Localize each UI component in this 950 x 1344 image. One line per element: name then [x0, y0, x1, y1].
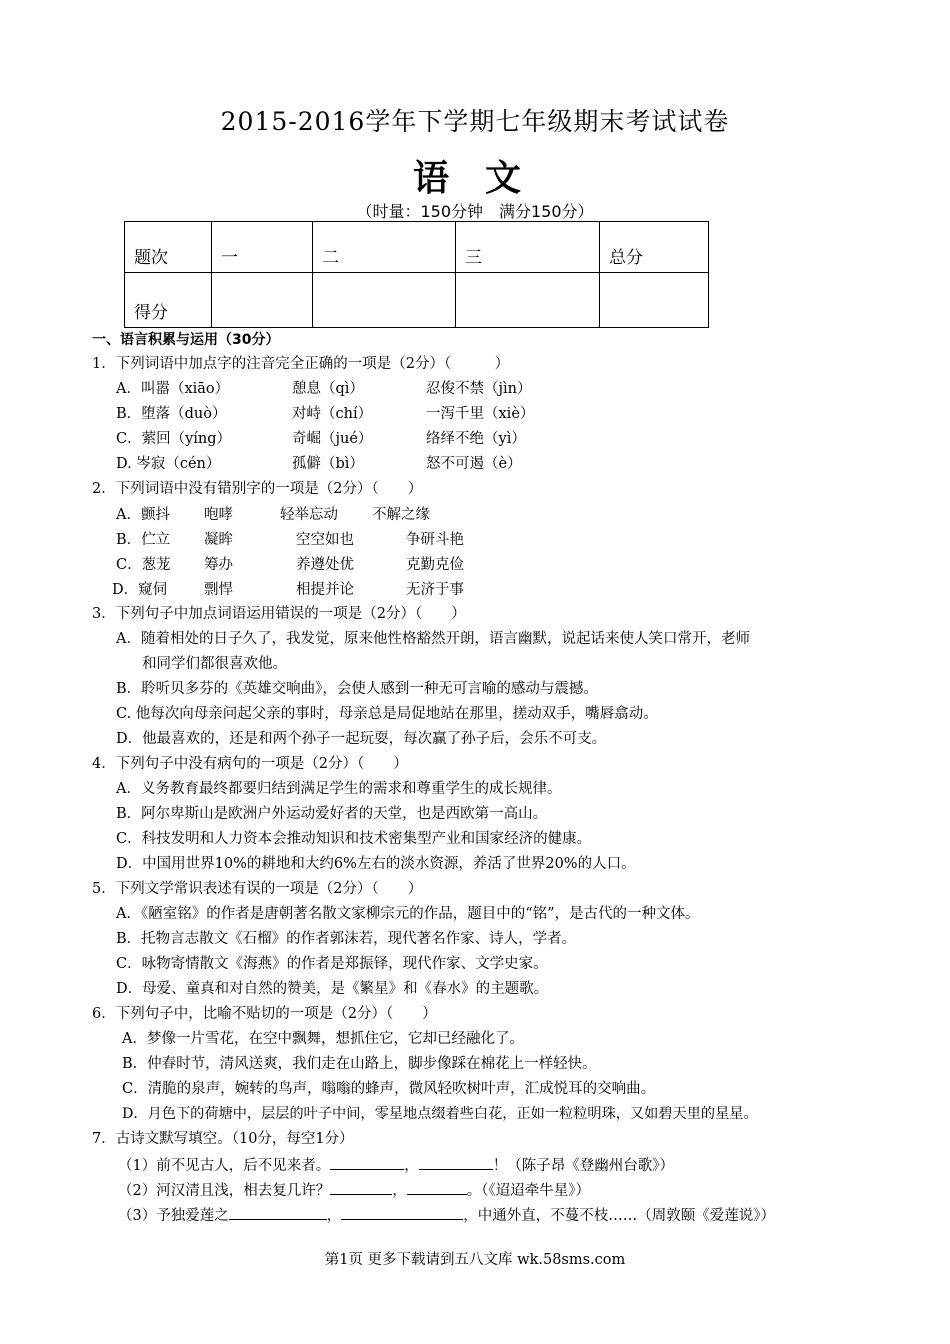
- q7-line-2: （2）河汉清且浅，相去复几许？ ， 。（《迢迢牵牛星》）: [118, 1180, 590, 1200]
- q7-blank-2[interactable]: [419, 1155, 493, 1170]
- score-cell-total[interactable]: [600, 273, 709, 328]
- q6-stem: 6．下列句子中，比喻不贴切的一项是（2分）（ ）: [92, 1006, 437, 1022]
- q6-option-d: D．月色下的荷塘中，层层的叶子中间，零星地点缀着些白花，正如一粒粒明珠，又如碧天里的星星。: [122, 1106, 758, 1122]
- q7-blank-4[interactable]: [407, 1180, 467, 1195]
- q2-stem: 2．下列词语中没有错别字的一项是（2分）（ ）: [92, 481, 423, 497]
- score-cell-2[interactable]: [313, 273, 456, 328]
- q6-option-c: C．清脆的泉声，婉转的鸟声，嗡嗡的蜂声，微风轻吹树叶声，汇成悦耳的交响曲。: [122, 1081, 656, 1097]
- score-cell-1[interactable]: [212, 273, 313, 328]
- q7-blank-1[interactable]: [330, 1155, 404, 1170]
- q1-option-b: B．堕落（duò） 对峙（chí） 一泻千里（xiè）: [116, 406, 535, 422]
- q4-option-c: C．科技发明和人力资本会推动知识和技术密集型产业和国家经济的健康。: [116, 831, 592, 847]
- score-header-total: 总分: [609, 248, 643, 268]
- score-header-3: 三: [465, 248, 482, 268]
- q1-option-a: A．叫嚣（xiāo） 憩息（qì） 忍俊不禁（jìn）: [116, 381, 532, 397]
- q4-option-d: D．中国用世界10%的耕地和大约6%左右的淡水资源，养活了世界20%的人口。: [116, 856, 636, 872]
- q5-stem: 5．下列文学常识表述有误的一项是（2分）（ ）: [92, 881, 423, 897]
- q2-option-c: C．葱茏 筹办 养遵处优 克勤克俭: [116, 557, 464, 573]
- q3-option-c: C. 他每次向母亲问起父亲的事时，母亲总是局促地站在那里，搓动双手，嘴唇翕动。: [116, 706, 658, 722]
- q5-option-d: D．母爱、童真和对自然的赞美，是《繁星》和《春水》的主题歌。: [116, 981, 549, 997]
- q2-option-b: B．伫立 凝眸 空空如也 争研斗艳: [116, 532, 464, 548]
- q3-option-a: A．随着相处的日子久了，我发觉，原来他性格豁然开朗，语言幽默，说起话来使人笑口常开，老师: [116, 631, 750, 647]
- score-table: [124, 221, 709, 328]
- q3-option-d: D．他最喜欢的，还是和两个孙子一起玩耍，每次赢了孙子后，会乐不可支。: [116, 731, 607, 747]
- q2-option-a: A．颤抖 咆哮 轻举忘动 不解之缘: [116, 507, 430, 523]
- q3-option-b: B．聆听贝多芬的《英雄交响曲》，会使人感到一种无可言喻的感动与震撼。: [116, 681, 598, 697]
- q1-option-d: D. 岑寂（cén） 孤僻（bì） 怒不可遏（è）: [116, 456, 522, 472]
- score-header-1: 一: [221, 248, 238, 268]
- q6-option-b: B．仲春时节，清风送爽，我们走在山路上，脚步像踩在棉花上一样轻快。: [122, 1056, 597, 1072]
- q7-stem: 7．古诗文默写填空。（10分，每空1分）: [92, 1131, 354, 1147]
- score-header-label: 题次: [134, 248, 168, 268]
- q7-line-1: （1）前不见古人，后不见来者。 ， ！（陈子昂《登幽州台歌》）: [118, 1155, 674, 1175]
- score-cell-3[interactable]: [456, 273, 600, 328]
- q7-blank-3[interactable]: [330, 1180, 392, 1195]
- q2-option-d: D．窥伺 剽悍 相提并论 无济于事: [112, 582, 464, 598]
- q5-option-c: C．咏物寄情散文《海燕》的作者是郑振铎，现代作家、文学史家。: [116, 956, 548, 972]
- q1-stem: 1．下列词语中加点字的注音完全正确的一项是（2分）（ ）: [92, 356, 510, 372]
- score-header-2: 二: [322, 248, 339, 268]
- q4-stem: 4．下列句子中没有病句的一项是（2分）（ ）: [92, 756, 408, 772]
- q7-line-3: （3）予独爱莲之 ， ，中通外直，不蔓不枝……（周敦颐《爱莲说》）: [118, 1205, 775, 1225]
- q5-option-b: B．托物言志散文《石榴》的作者郭沫若，现代著名作家、诗人，学者。: [116, 931, 577, 947]
- exam-title: 2015-2016学年下学期七年级期末考试试卷: [220, 107, 730, 136]
- q6-option-a: A．梦像一片雪花，在空中飘舞，想抓住它，它却已经融化了。: [122, 1031, 524, 1047]
- subject-title: 语文: [412, 157, 557, 199]
- q7-blank-6[interactable]: [341, 1205, 463, 1220]
- exam-timing: （时量：150分钟 满分150分）: [356, 202, 594, 221]
- q7-blank-5[interactable]: [229, 1205, 327, 1220]
- q4-option-b: B．阿尔卑斯山是欧洲户外运动爱好者的天堂，也是西欧第一高山。: [116, 806, 548, 822]
- page-footer: 第1页 更多下载请到五八文库 wk.58sms.com: [324, 1252, 626, 1268]
- score-row-label: 得分: [134, 303, 168, 323]
- q4-option-a: A．义务教育最终都要归结到满足学生的需求和尊重学生的成长规律。: [116, 781, 562, 797]
- q3-stem: 3．下列句子中加点词语运用错误的一项是（2分）（ ）: [92, 606, 466, 622]
- q5-option-a: A．《陋室铭》的作者是唐朝著名散文家柳宗元的作品，题目中的“铭”，是古代的一种文体。: [116, 906, 700, 922]
- q3-option-a-cont: 和同学们都很喜欢他。: [142, 656, 287, 672]
- section-heading: 一、语言积累与运用（30分）: [92, 332, 280, 348]
- q1-option-c: C．萦回（yíng） 奇崛（jué） 络绎不绝（yì）: [116, 431, 526, 447]
